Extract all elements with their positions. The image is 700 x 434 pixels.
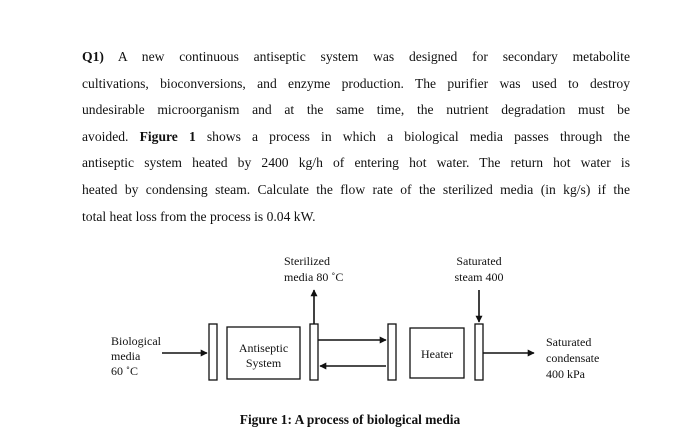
input-label-line-3: 60 ˚C	[111, 364, 138, 378]
sterilized-label-line-2: media 80 ˚C	[284, 270, 344, 284]
exchanger-left-bar-1	[209, 324, 217, 380]
question-line-1: Q1) A new continuous antiseptic system was designed for secondary metabolite	[82, 49, 630, 64]
question-line-3: undesirable microorganism and at the same time, the nutrient degradation must be	[82, 102, 630, 118]
question-line-7: total heat loss from the process is 0.04 kW.	[82, 208, 316, 224]
steam-label-line-1: Saturated	[456, 254, 502, 268]
question-label: Q1)	[82, 49, 104, 64]
exchanger-left-bar-2	[310, 324, 318, 380]
question-line-2: cultivations, bioconversions, and enzyme production. The purifier was used to destroy	[82, 75, 630, 91]
heater-label: Heater	[421, 347, 453, 361]
question-line-4: avoided. Figure 1 shows a process in which a biological media passes through the	[82, 128, 630, 144]
steam-label-line-2: steam 400	[454, 270, 504, 284]
question-line-5: antiseptic system heated by 2400 kg/h of entering hot water. The return hot water is	[82, 155, 630, 171]
input-label-line-2: media	[111, 349, 141, 363]
question-line-6: heated by condensing steam. Calculate the flow rate of the sterilized media (in kg/s) if the	[82, 181, 630, 197]
sterilized-label-line-1: Sterilized	[284, 254, 330, 268]
input-label-line-1: Biological	[111, 334, 161, 348]
heater-right-bar	[475, 324, 483, 380]
condensate-label-line-2: condensate	[546, 351, 600, 365]
condensate-label-line-1: Saturated	[546, 335, 592, 349]
antiseptic-label-line-1: Antiseptic	[238, 341, 289, 355]
antiseptic-label-line-2: System	[245, 356, 282, 370]
figure-caption: Figure 1: A process of biological media	[239, 412, 461, 427]
condensate-label-line-3: 400 kPa	[546, 367, 585, 381]
heater-left-bar	[388, 324, 396, 380]
figure-reference: Figure 1	[139, 128, 196, 144]
